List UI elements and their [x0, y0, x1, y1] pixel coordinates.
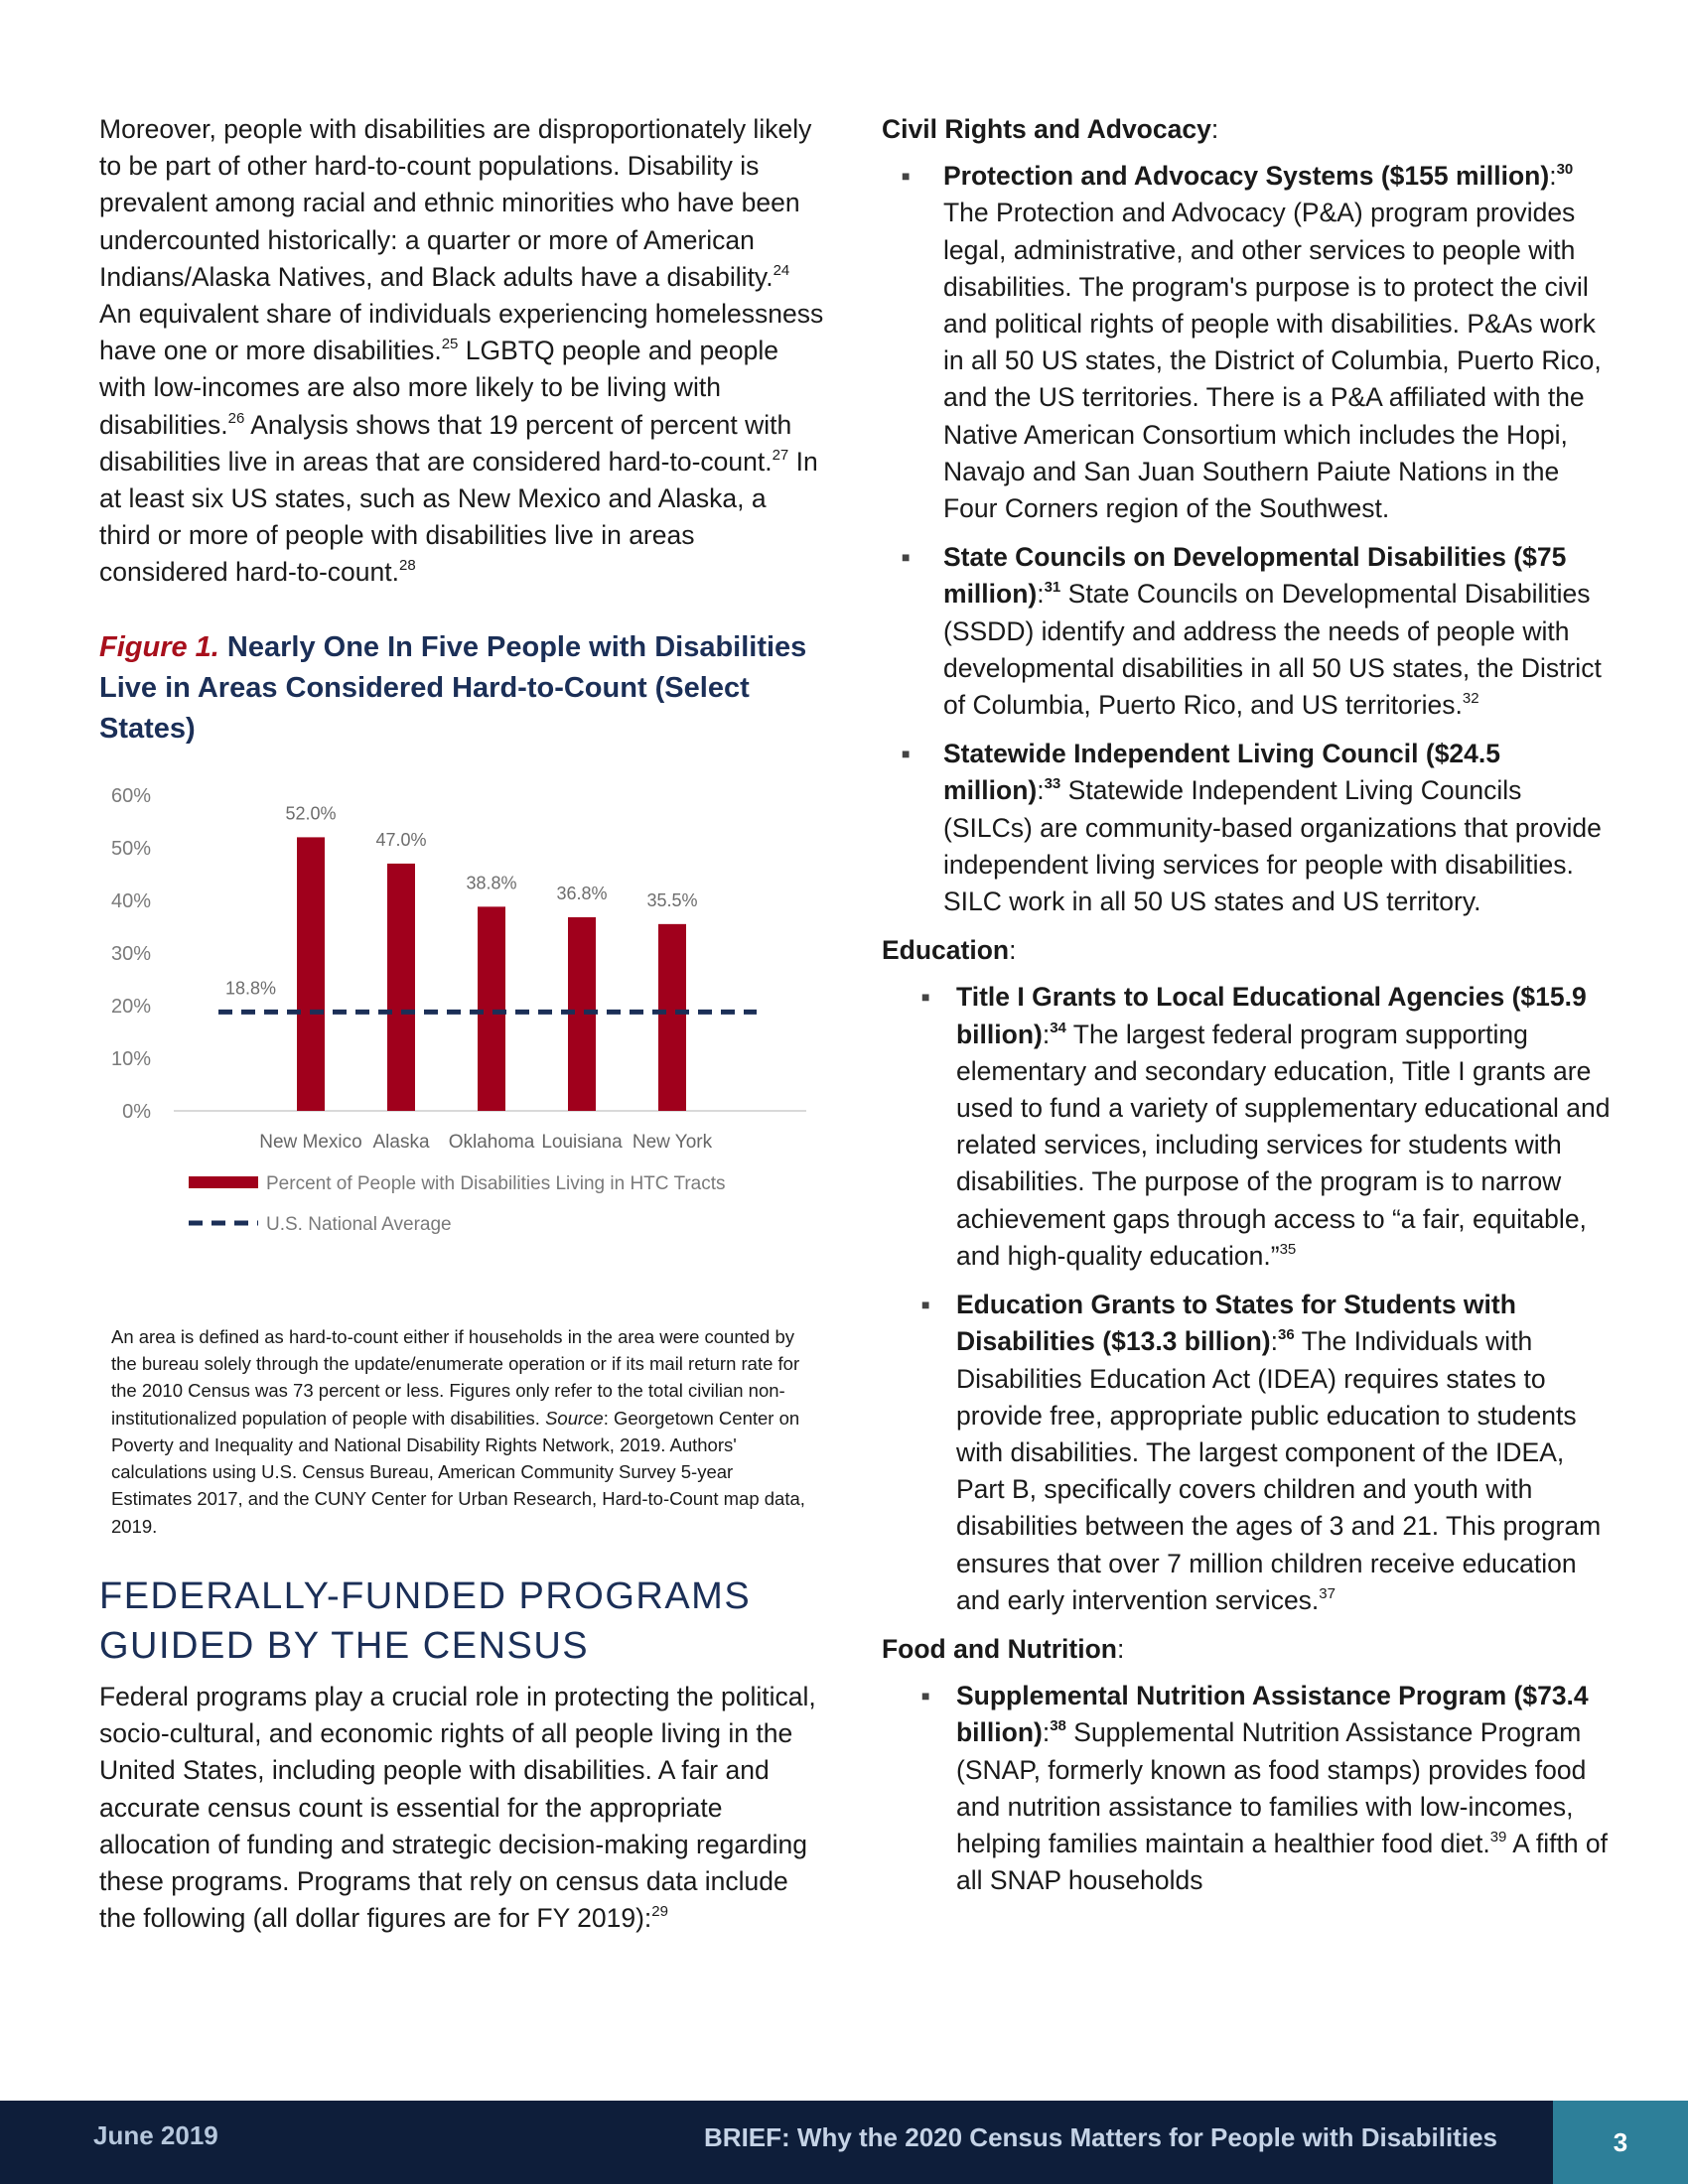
x-category-label: Oklahoma — [448, 1131, 535, 1153]
legend-label-average: U.S. National Average — [266, 1213, 452, 1235]
category-heading-education: Education: — [882, 935, 1017, 966]
footnote-ref: 32 — [1462, 690, 1479, 708]
x-category-label: New York — [632, 1131, 713, 1153]
item-text: A fifth of all SNAP households — [956, 1828, 1609, 1896]
average-data-label: 18.8% — [225, 978, 277, 999]
y-tick-label: 20% — [110, 995, 151, 1018]
page-number: 3 — [1553, 2101, 1688, 2184]
intro-text-4: Analysis shows that 19 percent of percent with disabilities live in areas that are considered hard-to-count. — [99, 409, 792, 477]
footer-date: June 2019 — [93, 2120, 218, 2150]
item-title: Statewide Independent Living Council ($24.5 million) — [943, 739, 1501, 806]
page-footer — [0, 2101, 1688, 2184]
item-text: The Individuals with Disabilities Education Act (IDEA) requires states to provide free, appropriate public education to students with disabilities. The largest component of the IDEA, Part B, specifically covers children and youth with disabilities between the ages of 3 and 21. This program ensures that over 7 million children receive education and early intervention services. — [956, 1326, 1602, 1615]
footnote-ref: 29 — [651, 1903, 668, 1921]
footnote-ref: 37 — [1319, 1584, 1336, 1602]
footnote-ref: 35 — [1279, 1240, 1297, 1258]
y-tick-label: 40% — [110, 889, 151, 912]
category-heading-text: Food and Nutrition — [882, 1633, 1117, 1664]
list-item: ■ State Councils on Developmental Disabilities ($75 million):$^{31}$ State Councils on Developmental Disabilities (SSDD) identify and address the needs of people with developmental disabilities in all 50 US states, the District of Columbia, Puerto Rico, and US territories.$^{32}$ — [882, 539, 1617, 724]
list-item: ■ Statewide Independent Living Council ($24.5 million):$^{33}$ Statewide Independent Living Councils (SILCs) are community-based organizations that provide independent living services for people with disabilities. SILC work in all 50 US states and US territory. — [882, 736, 1617, 920]
bar-chart — [99, 767, 824, 1323]
footnote-ref: 27 — [772, 446, 789, 464]
square-bullet-icon: ■ — [921, 989, 930, 1006]
figure-note — [111, 1323, 806, 1540]
legend-swatch-bars — [189, 1176, 258, 1188]
intro-text-3: LGBTQ people and people with low-incomes are also more likely to be living with disabilities. — [99, 336, 779, 440]
item-title: State Councils on Developmental Disabilities ($75 million) — [943, 542, 1567, 610]
legend-label-bars: Percent of People with Disabilities Living in HTC Tracts — [266, 1172, 726, 1194]
section-heading: FEDERALLY-FUNDED PROGRAMS GUIDED BY THE CENSUS — [99, 1575, 752, 1668]
square-bullet-icon: ■ — [902, 746, 911, 762]
list-item: ■ Protection and Advocacy Systems ($155 million):$^{30}$ The Protection and Advocacy (P&A) program provides legal, administrative, and other services to people with disabilities. The program's purpose is to protect the civil and political rights of people with disabilities. P&As work in all 50 US states, the District of Columbia, Puerto Rico, and the US territories. There is a P&A affiliated with the Native American Consortium which includes the Hopi, Navajo and San Juan Southern Paiute Nations in the Four Corners region of the Southwest. — [882, 158, 1617, 527]
y-tick-label: 30% — [110, 942, 151, 965]
figure-note-text: An area is defined as hard-to-count either if households in the area were counted by the bureau solely through the update/enumerate operation or if its mail return rate for the 2010 Census was 73 percent or less. Figures only refer to the total civilian non-institutionalized population of people with disabilities. — [111, 1325, 800, 1429]
list-item: ■ Supplemental Nutrition Assistance Program ($73.4 billion):$^{38}$ Supplemental Nutrition Assistance Program (SNAP, formerly known as food stamps) provides food and nutrition assistance to families with low-incomes, helping families maintain a healthier food diet.$^{39}$ A fifth of all SNAP households — [882, 1678, 1617, 1899]
intro-text-1: Moreover, people with disabilities are disproportionately likely to be part of other hard-to-count populations. Disability is prevalent among racial and ethnic minorities who have been undercounted historically: a quarter or more of American Indians/Alaska Natives, and Black adults have a disability. — [99, 114, 812, 292]
footnote-ref: 38 — [1050, 1717, 1066, 1735]
footnote-ref: 30 — [1556, 161, 1574, 179]
y-tick-label: 60% — [110, 784, 151, 807]
category-heading-civil-rights: Civil Rights and Advocacy: — [882, 114, 1219, 144]
bar-data-label: 35.5% — [646, 889, 698, 910]
item-text: State Councils on Developmental Disabilities (SSDD) identify and address the needs of people with developmental disabilities in all 50 US states, the District of Columbia, Puerto Rico, and US territories. — [943, 579, 1602, 721]
footnote-ref: 25 — [441, 336, 459, 353]
y-tick-label: 10% — [110, 1047, 151, 1070]
civil-rights-list — [882, 158, 1617, 920]
footnote-ref: 28 — [398, 557, 416, 575]
footnote-ref: 39 — [1489, 1828, 1507, 1845]
figure-label: Figure 1. — [99, 630, 219, 663]
footnote-ref: 34 — [1050, 1019, 1066, 1036]
figure-title-text: Nearly One In Five People with Disabilities Live in Areas Considered Hard-to-Count (Select States) — [99, 630, 807, 745]
programs-text: Federal programs play a crucial role in protecting the political, socio-cultural, and economic rights of all people living in the United States, including people with disabilities. A fair and accurate census count is essential for the appropriate allocation of funding and strategic decision-making regarding these programs. Programs that rely on census data include the following (all dollar figures are for FY 2019): — [99, 1682, 816, 1934]
item-text: The largest federal program supporting elementary and secondary education, Title I grants are used to fund a variety of supplementary educational and related services, including services for students with disabilities. The purpose of the program is to narrow achievement gaps through access to “a fair, equitable, and high-quality education.” — [956, 1019, 1611, 1271]
education-list — [882, 979, 1617, 1618]
source-label: Source — [545, 1407, 604, 1429]
chart-canvas — [99, 767, 824, 1323]
bar-data-label: 36.8% — [556, 883, 608, 903]
item-text: The Protection and Advocacy (P&A) program provides legal, administrative, and other services to people with disabilities. The program's purpose is to protect the civil and political rights of people with disabilities. P&As work in all 50 US states, the District of Columbia, Puerto Rico, and the US territories. There is a P&A affiliated with the Native American Consortium which includes the Hopi, Navajo and San Juan Southern Paiute Nations in the Four Corners region of the Southwest. — [943, 198, 1602, 524]
footnote-ref: 33 — [1044, 775, 1061, 793]
figure-title — [99, 627, 824, 750]
bar — [387, 864, 415, 1111]
x-category-label: Louisiana — [541, 1131, 623, 1153]
bar-data-label: 52.0% — [285, 803, 337, 824]
footnote-ref: 26 — [227, 409, 245, 427]
list-item: ■ Education Grants to States for Students with Disabilities ($13.3 billion):$^{36}$ The Individuals with Disabilities Education Act (IDEA) requires states to provide free, appropriate public education to students with disabilities. The largest component of the IDEA, Part B, specifically covers children and youth with disabilities between the ages of 3 and 21. This program ensures that over 7 million children receive education and early intervention services.$^{37}$ — [882, 1287, 1617, 1619]
square-bullet-icon: ■ — [902, 168, 911, 185]
bar — [658, 923, 686, 1110]
list-item: ■ Title I Grants to Local Educational Agencies ($15.9 billion):$^{34}$ The largest federal program supporting elementary and secondary education, Title I grants are used to fund a variety of supplementary educational and related services, including services for students with disabilities. The purpose of the program is to narrow achievement gaps through access to “a fair, equitable, and high-quality education.”$^{35}$ — [882, 979, 1617, 1275]
item-text: Statewide Independent Living Councils (SILCs) are community-based organizations that provide independent living services for people with disabilities. SILC work in all 50 US states and US territory. — [943, 775, 1602, 917]
category-heading-text: Civil Rights and Advocacy — [882, 114, 1211, 144]
item-text: Supplemental Nutrition Assistance Program (SNAP, formerly known as food stamps) provides food and nutrition assistance to families with low-incomes, helping families maintain a healthier food diet. — [956, 1717, 1587, 1858]
category-heading-food: Food and Nutrition: — [882, 1633, 1125, 1664]
intro-text-2: An equivalent share of individuals experiencing homelessness have one or more disabilities. — [99, 299, 824, 366]
item-title: Supplemental Nutrition Assistance Program ($73.4 billion) — [956, 1681, 1589, 1748]
x-category-label: Alaska — [372, 1131, 430, 1153]
footnote-ref: 24 — [773, 261, 790, 279]
x-category-label: New Mexico — [259, 1131, 362, 1153]
item-title: Protection and Advocacy Systems ($155 million) — [943, 161, 1550, 192]
category-heading-text: Education — [882, 935, 1010, 966]
bar-data-label: 47.0% — [375, 829, 427, 850]
figure-note-source: : Georgetown Center on Poverty and Inequality and National Disability Rights Network, 2019. Authors' calculations using U.S. Census Bureau, American Community Survey 5-year Estimates 2017, and the CUNY Center for Urban Research, Hard-to-Count map data, 2019. — [111, 1407, 805, 1537]
y-tick-label: 50% — [110, 837, 151, 860]
y-tick-label: 0% — [122, 1100, 151, 1123]
bar — [297, 837, 325, 1111]
square-bullet-icon: ■ — [902, 549, 911, 566]
footer-brief-title: BRIEF: Why the 2020 Census Matters for People with Disabilities — [704, 2122, 1497, 2152]
bar-data-label: 38.8% — [466, 873, 517, 893]
left-column — [99, 111, 824, 1937]
intro-paragraph — [99, 111, 824, 592]
footnote-ref: 36 — [1278, 1326, 1295, 1344]
item-title: Education Grants to States for Students with Disabilities ($13.3 billion) — [956, 1290, 1516, 1357]
right-column — [882, 111, 1617, 1911]
footnote-ref: 31 — [1044, 579, 1061, 597]
programs-paragraph — [99, 1679, 824, 1937]
bar — [478, 906, 505, 1111]
square-bullet-icon: ■ — [921, 1688, 930, 1705]
square-bullet-icon: ■ — [921, 1297, 930, 1313]
item-title: Title I Grants to Local Educational Agencies ($15.9 billion) — [956, 982, 1587, 1049]
food-list — [882, 1678, 1617, 1899]
intro-text-5: In at least six US states, such as New Mexico and Alaska, a third or more of people with disabilities live in areas considered hard-to-count. — [99, 446, 818, 588]
